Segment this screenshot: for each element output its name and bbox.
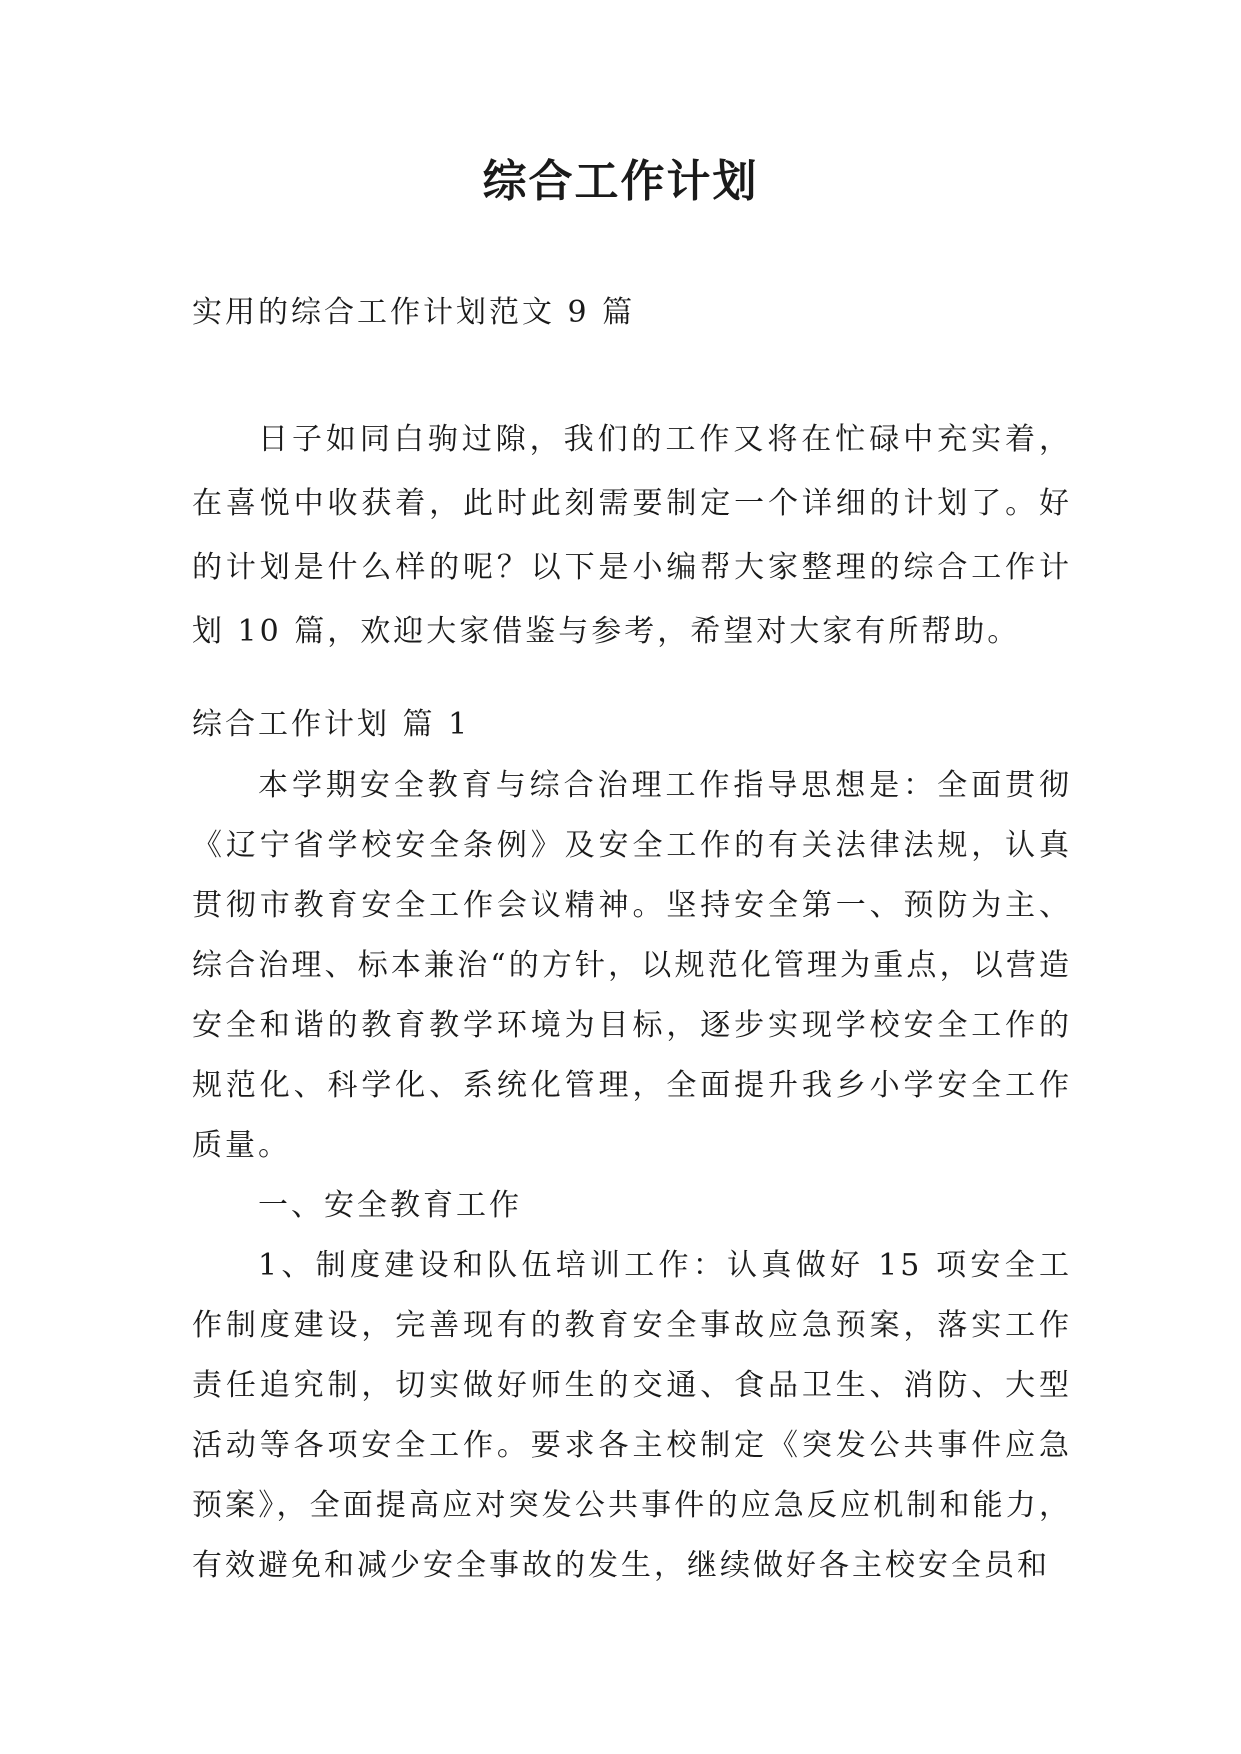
document-title: 综合工作计划 [482,156,759,207]
section-body [192,756,1072,1596]
document-subtitle: 实用的综合工作计划范文 9 篇 [192,295,636,330]
section-heading: 综合工作计划 篇 1 [192,707,471,742]
body-paragraph: 本学期安全教育与综合治理工作指导思想是：全面贯彻《辽宁省学校安全条例》及安全工作的有关法律法规，认真贯彻市教育安全工作会议精神。坚持安全第一、预防为主、综合治理、标本兼治“的方针，以规范化管理为重点，以营造安全和谐的教育教学环境为目标，逐步实现学校安全工作的规范化、科学化、系统化管理，全面提升我乡小学安全工作质量。 [192,768,1072,1163]
intro-paragraph: 日子如同白驹过隙，我们的工作又将在忙碌中充实着，在喜悦中收获着，此时此刻需要制定一个详细的计划了。好的计划是什么样的呢？以下是小编帮大家整理的综合工作计划 10 篇，欢迎大家借鉴与参考，希望对大家有所帮助。 [192,422,1072,649]
body-paragraph: 1、制度建设和队伍培训工作：认真做好 15 项安全工作制度建设，完善现有的教育安全事故应急预案，落实工作责任追究制，切实做好师生的交通、食品卫生、消防、大型活动等各项安全工作。要求各主校制定《突发公共事件应急预案》，全面提高应对突发公共事件的应急反应机制和能力，有效避免和减少安全事故的发生，继续做好各主校安全员和 [192,1248,1072,1583]
subsection-heading: 一、安全教育工作 [258,1188,522,1223]
